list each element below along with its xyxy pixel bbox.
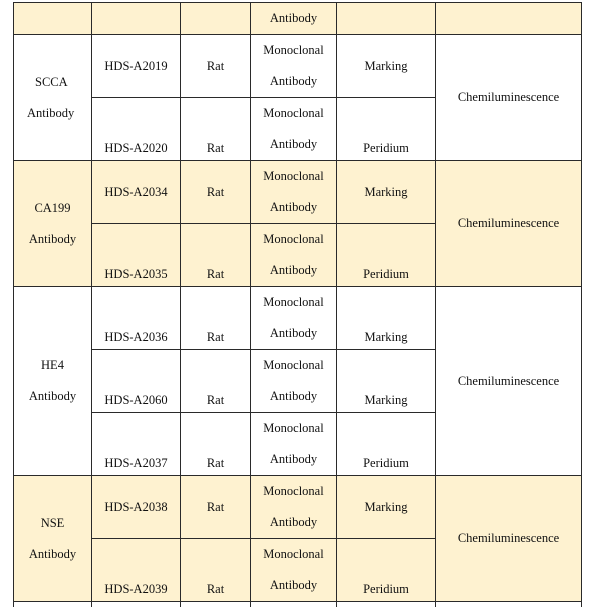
table-row xyxy=(14,35,582,98)
antibody-name: SCCA Antibody xyxy=(27,74,75,120)
antibody-name: CA199 Antibody xyxy=(28,200,77,246)
cell-code: HDS-A2035 xyxy=(92,224,181,287)
cell-code: HDS-A2060 xyxy=(92,350,181,413)
cell-type: Monoclonal Antibody xyxy=(251,224,337,287)
cell-code: HDS-A2036 xyxy=(92,287,181,350)
cell-type: Monoclonal Antibody xyxy=(251,539,337,602)
cell-name xyxy=(14,287,92,476)
cell-method: Chemiluminescence xyxy=(436,287,582,476)
cell-use: Peridium xyxy=(337,98,436,161)
cell-method xyxy=(436,602,582,607)
cell-host: Rat xyxy=(181,350,251,413)
cell-name xyxy=(14,3,92,35)
cell-method: Chemiluminescence xyxy=(436,161,582,287)
cell-name xyxy=(14,476,92,602)
cell-host xyxy=(181,602,251,607)
cell-host: Rat xyxy=(181,539,251,602)
cell-type: Monoclonal Antibody xyxy=(251,476,337,539)
type-line2: Antibody xyxy=(269,11,318,25)
cell-use: Marking xyxy=(337,350,436,413)
cell-host: Rat xyxy=(181,476,251,539)
antibody-table xyxy=(13,2,582,607)
cell-host: Rat xyxy=(181,413,251,476)
cell-use: Peridium xyxy=(337,224,436,287)
cell-type: Monoclonal Antibody xyxy=(251,287,337,350)
cell-method xyxy=(436,3,582,35)
cell-use xyxy=(337,3,436,35)
cell-host: Rat xyxy=(181,98,251,161)
cell-code: HDS-A2039 xyxy=(92,539,181,602)
cell-host: Rat xyxy=(181,35,251,98)
cell-type: Monoclonal Antibody xyxy=(251,161,337,224)
cell-use: Marking xyxy=(337,476,436,539)
cell-code: HDS-A2038 xyxy=(92,476,181,539)
cell-host: Rat xyxy=(181,224,251,287)
cell-use: Peridium xyxy=(337,413,436,476)
cell-type: Monoclonal Antibody xyxy=(251,413,337,476)
table-row-continued xyxy=(14,3,582,35)
cell-type xyxy=(251,602,337,607)
cell-name xyxy=(14,161,92,287)
table-row xyxy=(14,287,582,350)
cell-type: Monoclonal Antibody xyxy=(251,98,337,161)
cell-code: HDS-A2019 xyxy=(92,35,181,98)
cell-method: Chemiluminescence xyxy=(436,476,582,602)
table-row xyxy=(14,476,582,539)
cell-code xyxy=(92,602,181,607)
table-row xyxy=(14,161,582,224)
cell-code: HDS-A2037 xyxy=(92,413,181,476)
cell-host: Rat xyxy=(181,161,251,224)
table-row-cutoff xyxy=(14,602,582,607)
cell-name xyxy=(14,35,92,161)
cell-use: Peridium xyxy=(337,539,436,602)
cell-use: Marking xyxy=(337,161,436,224)
cell-code xyxy=(92,3,181,35)
cell-method: Chemiluminescence xyxy=(436,35,582,161)
cell-use xyxy=(337,602,436,607)
cell-host: Rat xyxy=(181,287,251,350)
cell-name xyxy=(14,602,92,607)
cell-type xyxy=(251,3,337,35)
cell-code: HDS-A2020 xyxy=(92,98,181,161)
cell-type: Monoclonal Antibody xyxy=(251,35,337,98)
cell-code: HDS-A2034 xyxy=(92,161,181,224)
cell-type: Monoclonal Antibody xyxy=(251,350,337,413)
cell-use: Marking xyxy=(337,35,436,98)
cell-host xyxy=(181,3,251,35)
antibody-name: NSE Antibody xyxy=(28,515,77,561)
antibody-name: HE4 Antibody xyxy=(28,358,77,403)
cell-use: Marking xyxy=(337,287,436,350)
